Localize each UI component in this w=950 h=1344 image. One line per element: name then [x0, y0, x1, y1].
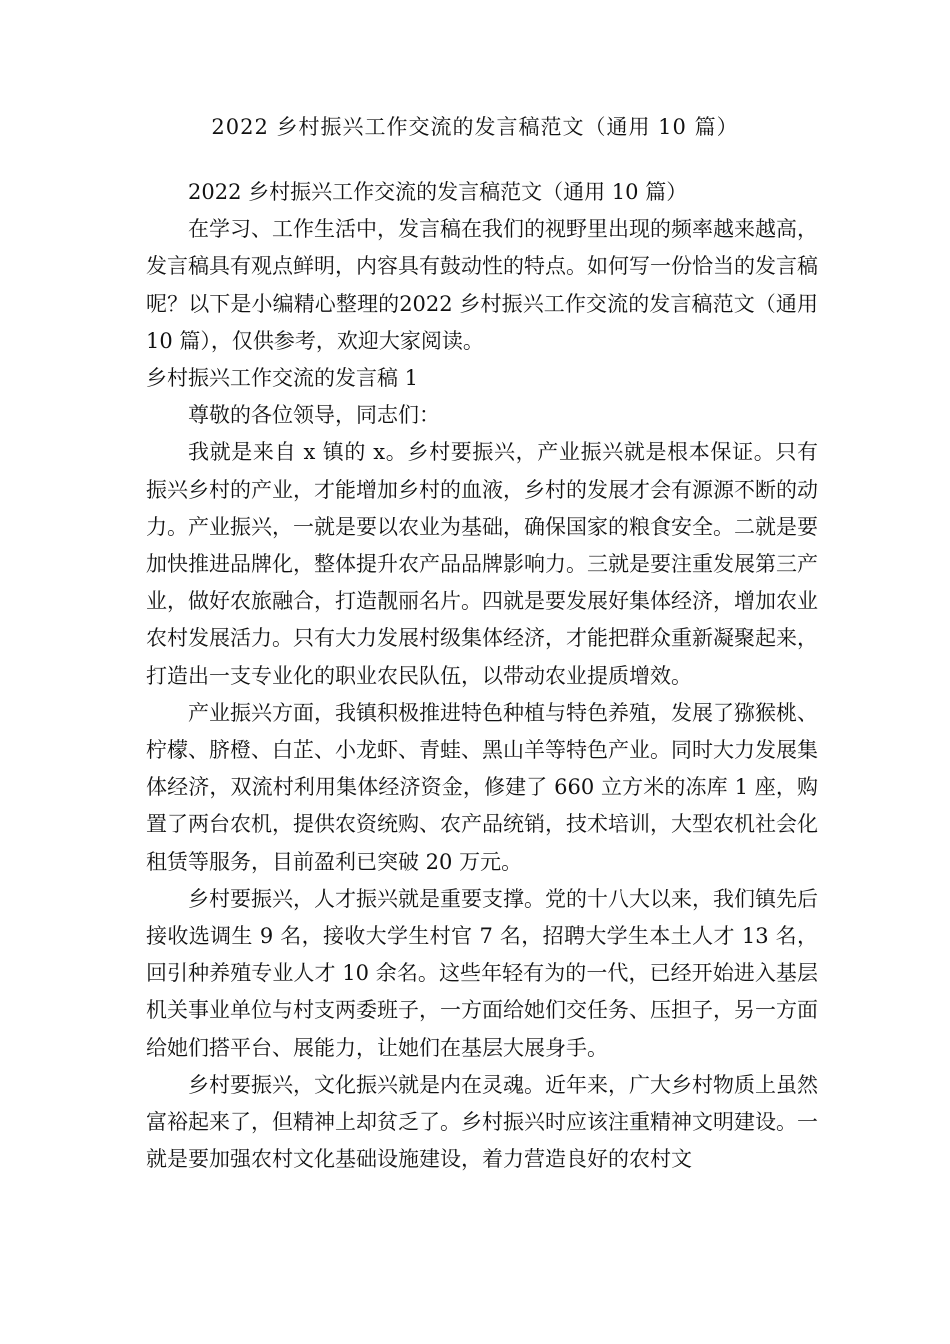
- document-title: 2022 乡村振兴工作交流的发言稿范文（通用 10 篇）: [211, 115, 739, 139]
- body-paragraph: 乡村要振兴，文化振兴就是内在灵魂。近年来，广大乡村物质上虽然富裕起来了，但精神上却贫乏了。乡村振兴时应该注重精神文明建设。一就是要加强农村文化基础设施建设，着力营造良好的农村文: [146, 1072, 818, 1172]
- body-paragraph: 我就是来自 x 镇的 x。乡村要振兴，产业振兴就是根本保证。只有振兴乡村的产业，才能增加乡村的血液，乡村的发展才会有源源不断的动力。产业振兴，一就是要以农业为基础，确保国家的粮食安全。二就是要加快推进品牌化，整体提升农产品品牌影响力。三就是要注重发展第三产业，做好农旅融合，打造靓丽名片。四就是要发展好集体经济，增加农业农村发展活力。只有大力发展村级集体经济，才能把群众重新凝聚起来，打造出一支专业化的职业农民队伍，以带动农业提质增效。: [146, 440, 818, 688]
- document-body: [146, 174, 818, 1178]
- subtitle-paragraph: 2022 乡村振兴工作交流的发言稿范文（通用 10 篇）: [188, 180, 688, 204]
- body-paragraph: 乡村要振兴，人才振兴就是重要支撑。党的十八大以来，我们镇先后接收选调生 9 名，接收大学生村官 7 名，招聘大学生本土人才 13 名，回引种养殖专业人才 10 余名。这些年轻有为的一代，已经开始进入基层机关事业单位与村支两委班子，一方面给她们交任务、压担子，另一方面给她们搭平台、展能力，让她们在基层大展身手。: [146, 886, 818, 1060]
- body-paragraph: 产业振兴方面，我镇积极推进特色种植与特色养殖，发展了猕猴桃、柠檬、脐橙、白芷、小龙虾、青蛙、黑山羊等特色产业。同时大力发展集体经济，双流村利用集体经济资金，修建了 660 立方米的冻库 1 座，购置了两台农机，提供农资统购、农产品统销，技术培训，大型农机社会化租赁等服务，目前盈利已突破 20 万元。: [146, 700, 818, 874]
- intro-paragraph: 在学习、工作生活中，发言稿在我们的视野里出现的频率越来越高，发言稿具有观点鲜明，内容具有鼓动性的特点。如何写一份恰当的发言稿呢？以下是小编精心整理的2022 乡村振兴工作交流的发言稿范文（通用 10 篇），仅供参考，欢迎大家阅读。: [146, 217, 818, 353]
- greeting-paragraph: 尊敬的各位领导，同志们：: [188, 403, 440, 428]
- section-heading: 乡村振兴工作交流的发言稿 1: [146, 366, 419, 391]
